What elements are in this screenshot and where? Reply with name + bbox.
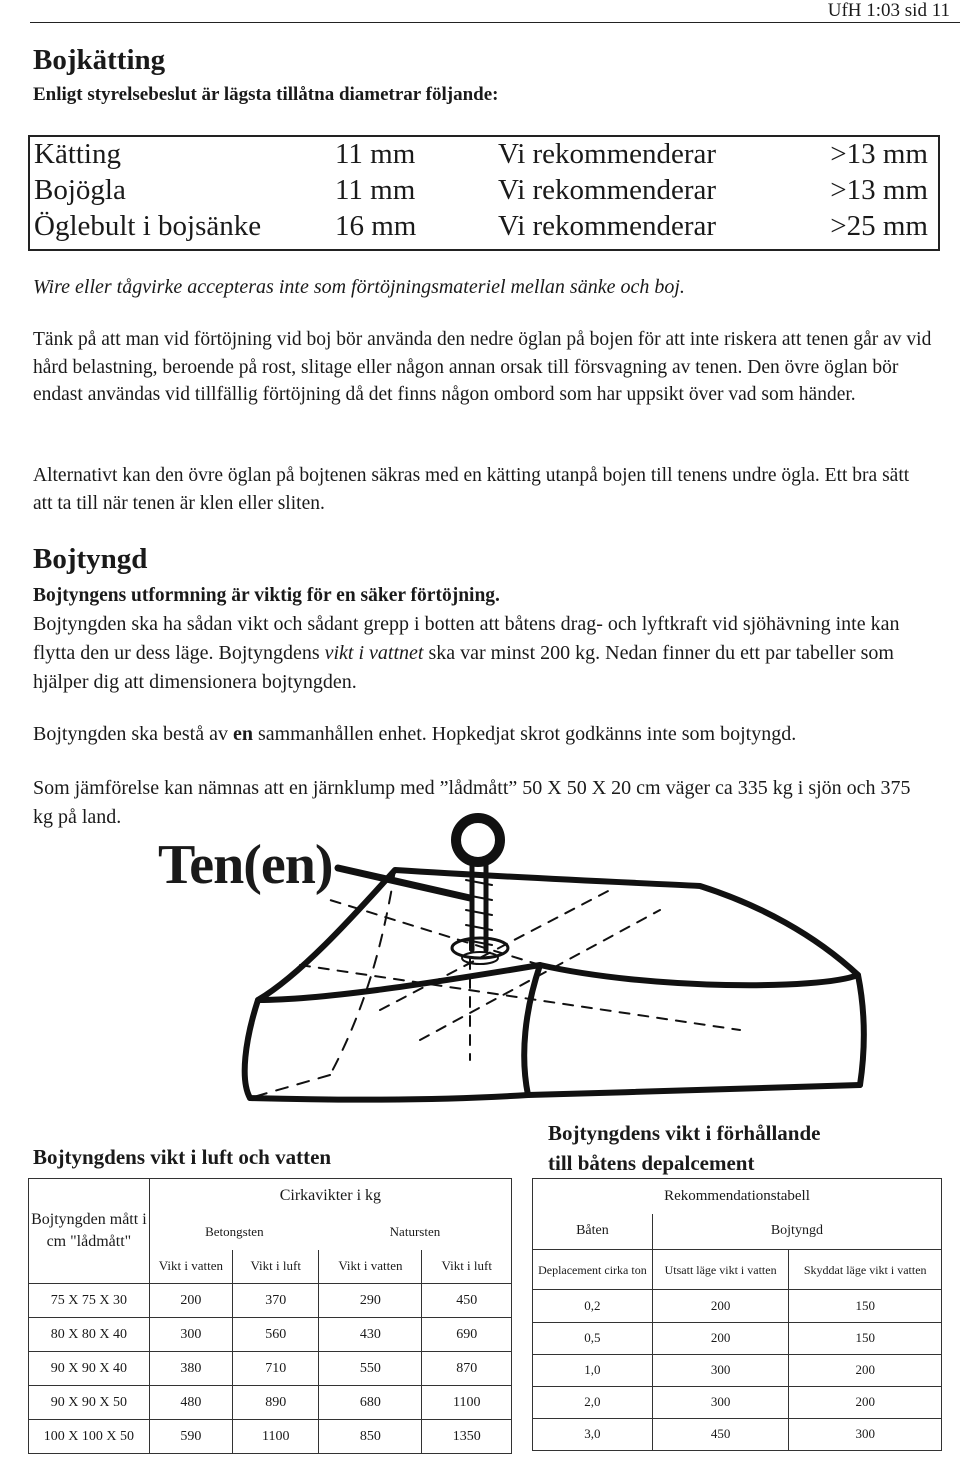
table2-title-line: Bojtyngdens vikt i förhållande: [548, 1121, 821, 1145]
table-row: [533, 1386, 942, 1418]
table-cell: 3,0: [533, 1418, 653, 1450]
diameter-item: Bojögla: [34, 174, 126, 206]
table-cell: 550: [319, 1352, 422, 1386]
table-row: [29, 1386, 512, 1420]
table2-head-main: Rekommendationstabell: [533, 1179, 942, 1214]
paragraph-unit: Bojtyngden ska bestå av en sammanhållen enhet. Hopkedjat skrot godkänns inte som bojtyngd.: [33, 723, 797, 745]
table-row: [533, 1290, 942, 1322]
table-cell: 75 X 75 X 30: [29, 1284, 150, 1318]
table-cell: 200: [789, 1386, 942, 1418]
table1-head-betong: Betongsten: [149, 1214, 319, 1250]
section-subtitle: Enligt styrelsebeslut är lägsta tillåtna diametrar följande:: [33, 84, 499, 105]
table2-title: [548, 1118, 820, 1178]
table-cell: 0,5: [533, 1322, 653, 1354]
table-cell: 430: [319, 1318, 422, 1352]
table-cell: 2,0: [533, 1386, 653, 1418]
diameter-row: [34, 210, 934, 246]
section-subtitle-bojtyngd: Bojtyngens utformning är viktig för en säker förtöjning.: [33, 585, 500, 606]
table-cell: 890: [233, 1386, 319, 1420]
table-row: [533, 1322, 942, 1354]
diameter-item: Öglebult i bojsänke: [34, 210, 262, 242]
table-row: [29, 1318, 512, 1352]
table-cell: 200: [149, 1284, 232, 1318]
table2-head-utsatt: Utsatt läge vikt i vatten: [652, 1250, 789, 1290]
table-cell: 680: [319, 1386, 422, 1420]
table1-col-head: Vikt i luft: [233, 1250, 319, 1284]
table-cell: 380: [149, 1352, 232, 1386]
weight-table: [28, 1178, 512, 1454]
table2-head-baten: Båten: [533, 1214, 653, 1250]
table1-col-head: Vikt i vatten: [149, 1250, 232, 1284]
diameter-row: [34, 138, 934, 174]
table-cell: 1350: [422, 1420, 512, 1454]
table-cell: 100 X 100 X 50: [29, 1420, 150, 1454]
header-rule: [30, 22, 960, 23]
section-title-bojkatting: Bojkätting: [33, 44, 166, 76]
paragraph-alternative: Alternativt kan den övre öglan på bojtenen säkras med en kätting utanpå bojen till tenens undre ögla. Ett bra sätt att ta till när tenen är klen eller sliten.: [33, 465, 910, 514]
table1-head-natur: Natursten: [319, 1214, 512, 1250]
table-cell: 690: [422, 1318, 512, 1352]
table1-col-head: Vikt i vatten: [319, 1250, 422, 1284]
paragraph-comparison: Som jämförelse kan nämnas att en järnklump med ”lådmått” 50 X 50 X 20 cm väger ca 335 kg i sjön och 375 kg på land.: [33, 777, 911, 828]
diameter-rec-label: Vi rekommenderar: [498, 210, 717, 242]
table-cell: 290: [319, 1284, 422, 1318]
diameter-table: [28, 135, 940, 251]
table-cell: 710: [233, 1352, 319, 1386]
table-row: [29, 1352, 512, 1386]
table-cell: 450: [652, 1418, 789, 1450]
table-cell: 370: [233, 1284, 319, 1318]
table-cell: 200: [652, 1290, 789, 1322]
table1-head-size: Bojtyngden mått i cm "lådmått": [29, 1179, 150, 1284]
diameter-rec: >13 mm: [830, 138, 928, 170]
paragraph-mooring: Tänk på att man vid förtöjning vid boj bör använda den nedre öglan på bojen för att inte riskera att tenen går av vid hård belastning, beroende på rost, slitage eller någon annan orsak till försvagning av tenen. Den övre öglan bör endast användas vid tillfällig förtöjning då det finns någon ombord som har uppsikt över vad som händer.: [33, 329, 932, 405]
table-cell: 590: [149, 1420, 232, 1454]
table-cell: 870: [422, 1352, 512, 1386]
diameter-rec: >25 mm: [830, 210, 928, 242]
diameter-rec: >13 mm: [830, 174, 928, 206]
table2-head-dep: Deplacement cirka ton: [533, 1250, 653, 1290]
table-cell: 450: [422, 1284, 512, 1318]
table-cell: 200: [789, 1354, 942, 1386]
table-cell: 1,0: [533, 1354, 653, 1386]
page-reference: UfH 1:03 sid 11: [827, 0, 950, 21]
table-cell: 1100: [422, 1386, 512, 1420]
table-cell: 80 X 80 X 40: [29, 1318, 150, 1352]
table2-head-skyddat: Skyddat läge vikt i vatten: [789, 1250, 942, 1290]
section-title-bojtyngd: Bojtyngd: [33, 543, 148, 575]
table-cell: 90 X 90 X 50: [29, 1386, 150, 1420]
paragraph-weight: Bojtyngden ska ha sådan vikt och sådant grepp i botten att båtens drag- och lyftkraft vid sjöhävning inte kan flytta den ur dess läge. Bojtyngdens vikt i vattnet ska var minst 200 kg. Nedan finner du ett par tabeller som hjälper dig att dimensionera bojtyngden.: [33, 613, 900, 693]
recommendation-table: [532, 1178, 942, 1451]
wire-note: Wire eller tågvirke accepteras inte som förtöjningsmateriel mellan sänke och boj.: [33, 276, 685, 298]
diameter-rec-label: Vi rekommenderar: [498, 174, 717, 206]
emphasis-en: en: [232, 723, 253, 745]
diameter-min: 11 mm: [335, 174, 416, 206]
table1-title: Bojtyngdens vikt i luft och vatten: [33, 1145, 332, 1169]
table-cell: 200: [652, 1322, 789, 1354]
table2-head-bojtyngd: Bojtyngd: [652, 1214, 941, 1250]
table-cell: 300: [789, 1418, 942, 1450]
table-cell: 150: [789, 1322, 942, 1354]
diameter-item: Kätting: [34, 138, 121, 170]
table-cell: 1100: [233, 1420, 319, 1454]
diameter-min: 11 mm: [335, 138, 416, 170]
table1-head-group: Cirkavikter i kg: [149, 1179, 511, 1214]
table-cell: 90 X 90 X 40: [29, 1352, 150, 1386]
table-row: [29, 1284, 512, 1318]
table-cell: 560: [233, 1318, 319, 1352]
table-cell: 850: [319, 1420, 422, 1454]
table-cell: 0,2: [533, 1290, 653, 1322]
diameter-min: 16 mm: [335, 210, 417, 242]
table2-title-line: till båtens depalcement: [548, 1151, 755, 1175]
figure-label-ten: Ten(en): [158, 834, 333, 896]
table-cell: 300: [149, 1318, 232, 1352]
diameter-row: [34, 174, 934, 210]
emphasis-vikt: vikt i vattnet: [324, 642, 424, 664]
table-row: [533, 1354, 942, 1386]
table-cell: 300: [652, 1386, 789, 1418]
table-row: [29, 1420, 512, 1454]
buoy-weight-illustration: [0, 810, 960, 1110]
table-cell: 150: [789, 1290, 942, 1322]
table1-col-head: Vikt i luft: [422, 1250, 512, 1284]
diameter-rec-label: Vi rekommenderar: [498, 138, 717, 170]
table-cell: 480: [149, 1386, 232, 1420]
table-cell: 300: [652, 1354, 789, 1386]
table-row: [533, 1418, 942, 1450]
